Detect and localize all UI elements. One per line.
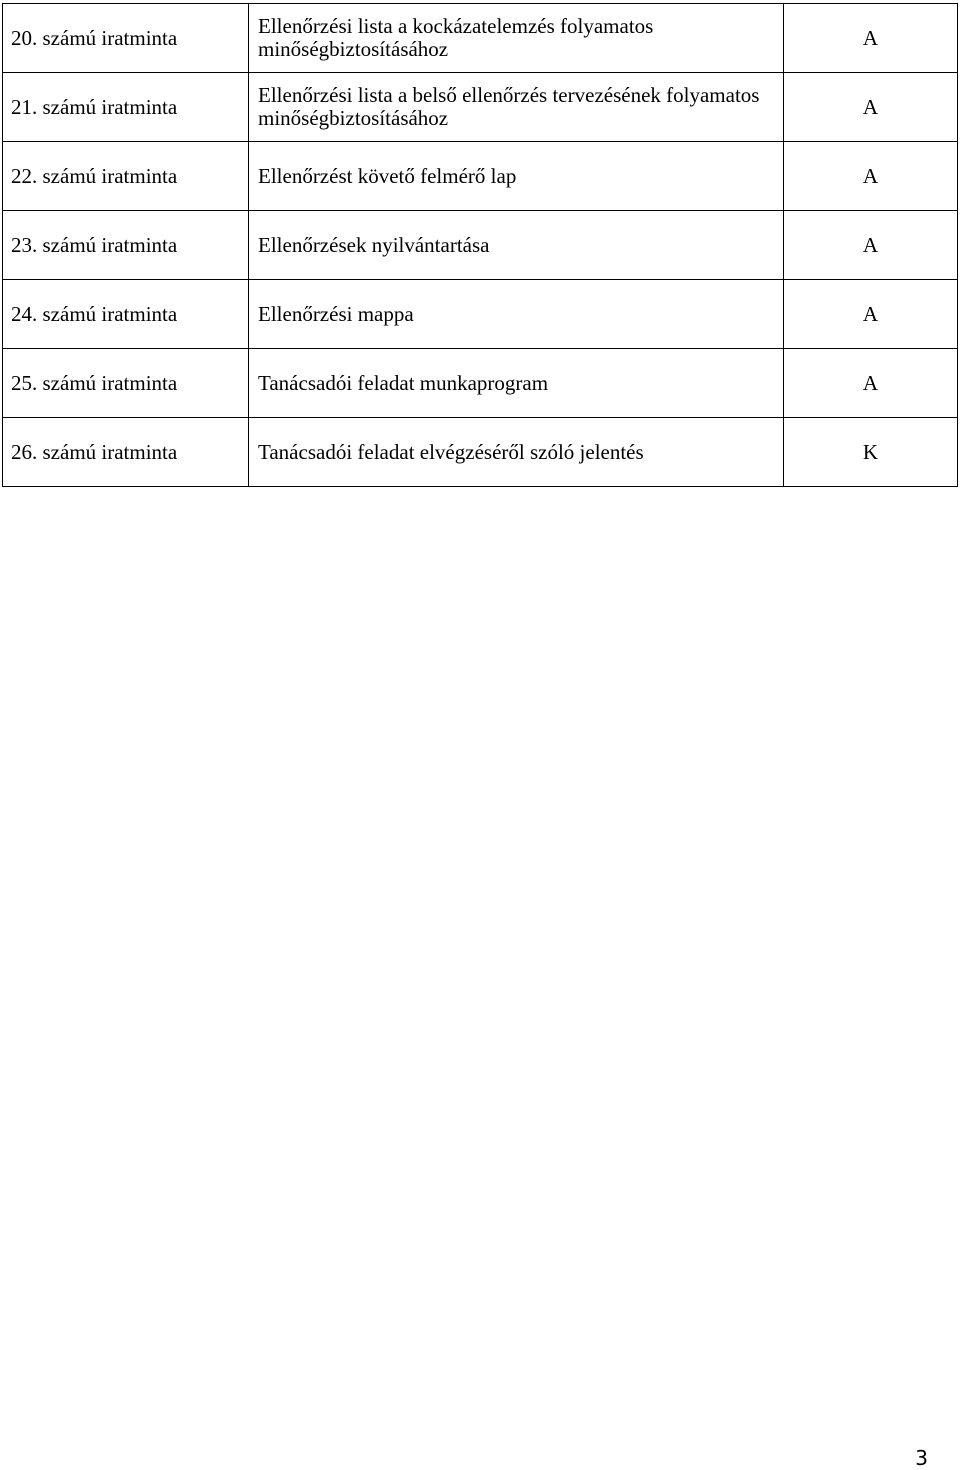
table-body — [3, 4, 958, 487]
document-title-cell: Ellenőrzési lista a kockázatelemzés folyamatos minőségbiztosításához — [249, 4, 784, 73]
table-row — [3, 349, 958, 418]
table-row — [3, 142, 958, 211]
document-code-cell: K — [784, 418, 958, 487]
document-ref-cell: 24. számú iratminta — [3, 280, 249, 349]
document-code-cell: A — [784, 280, 958, 349]
document-title-cell: Ellenőrzési lista a belső ellenőrzés tervezésének folyamatos minőségbiztosításához — [249, 73, 784, 142]
document-ref-cell: 22. számú iratminta — [3, 142, 249, 211]
document-title-cell: Ellenőrzések nyilvántartása — [249, 211, 784, 280]
document-ref-cell: 25. számú iratminta — [3, 349, 249, 418]
document-title-cell: Ellenőrzési mappa — [249, 280, 784, 349]
document-title-cell: Tanácsadói feladat munkaprogram — [249, 349, 784, 418]
table-row — [3, 280, 958, 349]
table-row — [3, 418, 958, 487]
document-title-cell: Ellenőrzést követő felmérő lap — [249, 142, 784, 211]
document-ref-cell: 21. számú iratminta — [3, 73, 249, 142]
document-ref-cell: 20. számú iratminta — [3, 4, 249, 73]
document-code-cell: A — [784, 349, 958, 418]
document-ref-cell: 23. számú iratminta — [3, 211, 249, 280]
page-number: 3 — [915, 1446, 928, 1470]
table-row — [3, 211, 958, 280]
document-list-table — [2, 3, 958, 487]
document-title-cell: Tanácsadói feladat elvégzéséről szóló jelentés — [249, 418, 784, 487]
document-code-cell: A — [784, 73, 958, 142]
document-code-cell: A — [784, 211, 958, 280]
document-code-cell: A — [784, 142, 958, 211]
document-ref-cell: 26. számú iratminta — [3, 418, 249, 487]
table-row — [3, 73, 958, 142]
table-row — [3, 4, 958, 73]
document-code-cell: A — [784, 4, 958, 73]
